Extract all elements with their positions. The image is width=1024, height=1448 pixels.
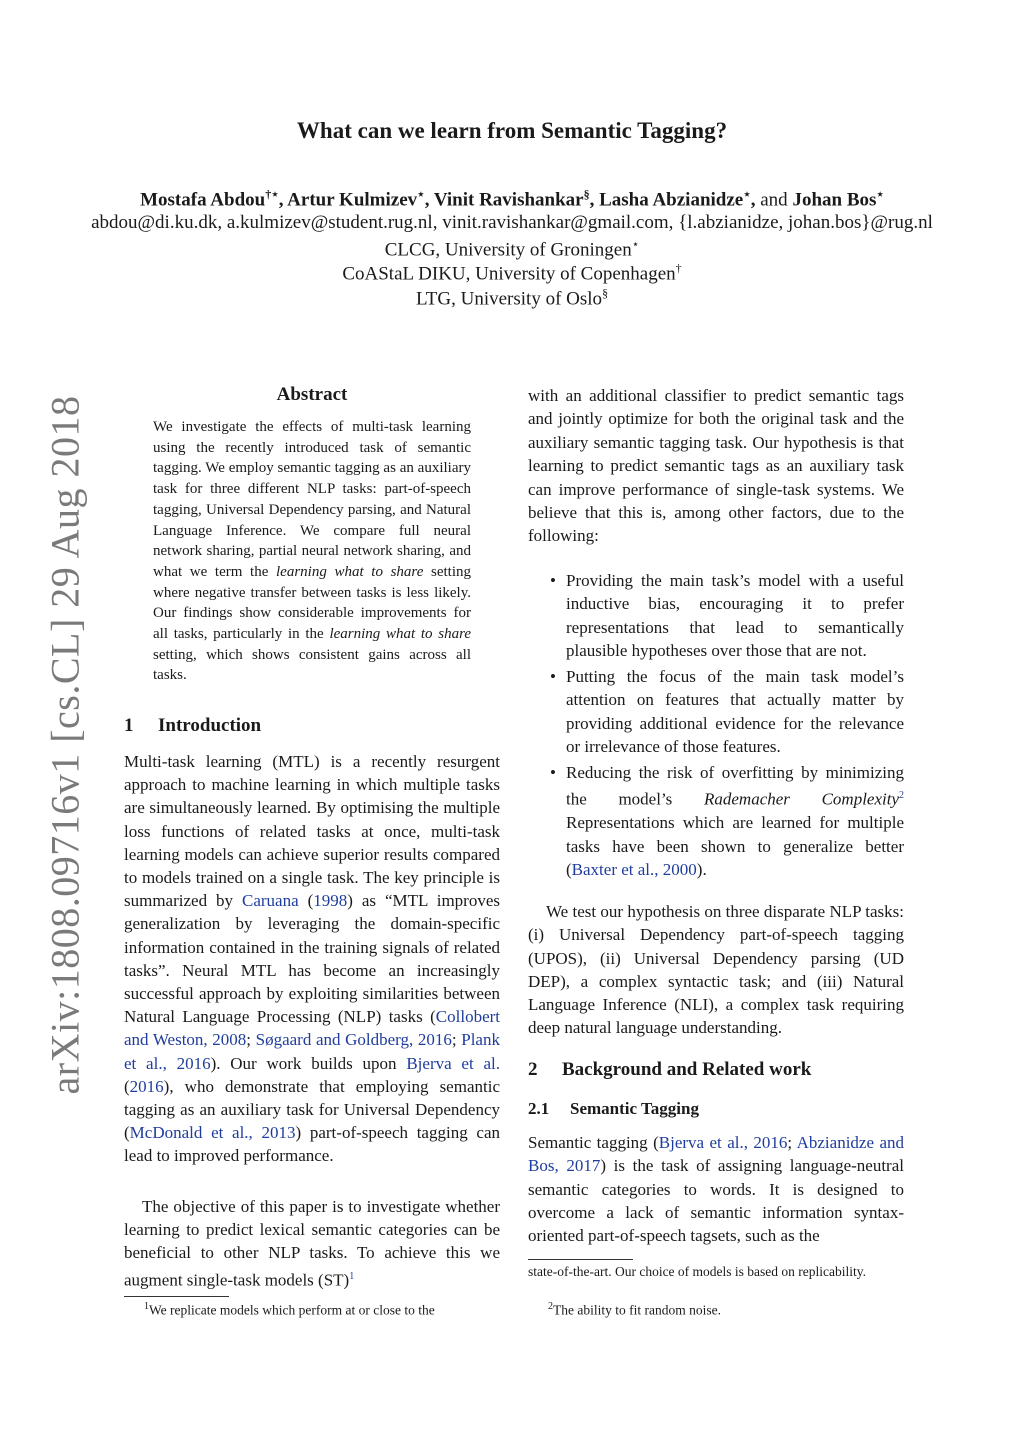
author-name: Artur Kulmizev: [287, 189, 418, 211]
intro-paragraph-3: with an additional classifier to predict semantic tags and jointly optimize for both the original task and the auxiliary semantic tagging task. Our hypothesis is that learning to predict semantic tags as an auxiliary task can improve performance of single-task systems. We believe that this is, among other factors, due to the following:: [528, 386, 904, 546]
affiliation-mark: ⋆: [417, 187, 425, 201]
citation-link[interactable]: Bjerva et al.: [406, 1053, 500, 1073]
footnote-marker[interactable]: 2: [899, 790, 905, 802]
affiliation-groningen: CLCG, University of Groningen⋆: [384, 237, 640, 261]
citation-link[interactable]: 1998: [313, 891, 348, 911]
citation-link[interactable]: Caruana: [242, 891, 299, 911]
citation-link[interactable]: Collobert and Weston, 2008: [124, 1007, 500, 1050]
list-item: • Putting the focus of the main task model’s attention on features that actually matter by providing additional evidence for the relevance or irrelevance of those features.: [550, 667, 904, 756]
subsection-heading-semantic-tagging: 2.1 Semantic Tagging: [528, 1099, 699, 1118]
footnote-2: $^2$The ability to fit random noise.: [548, 1301, 721, 1318]
intro-paragraph-1: Multi-task learning (MTL) is a recently resurgent approach to machine learning in which multiple tasks are simultaneously learned. By optimising the multiple loss functions of related tasks at once, multi-task learning models can achieve superior results compared to models trained on a single task. The key principle is summarized by Caruana (1998) as “MTL improves generalization by leveraging the domain-specific information contained in the training signals of related tasks”. Neural MTL has become an increasingly successful approach by exploiting similarities between Natural Language Processing (NLP) tasks (Collobert and Weston, 2008; Søgaard and Goldberg, 2016; Plank et al., 2016). Our work builds upon Bjerva et al. (2016), who demonstrate that employing semantic tagging as an auxiliary task for Universal Dependency (McDonald et al., 2013) part-of-speech tagging can lead to improved performance.: [124, 752, 501, 1166]
intro-paragraph-4: We test our hypothesis on three disparate NLP tasks: (i) Universal Dependency part-of-speech tagging (UPOS), (ii) Universal Dependency parsing (UD DEP), a complex syntactic task; and (iii) Natural Language Inference (NLI), a complex task requiring deep natural language understanding.: [528, 902, 904, 1038]
citation-link[interactable]: Baxter et al., 2000: [571, 859, 697, 879]
semantic-tagging-paragraph: Semantic tagging (Bjerva et al., 2016; Abzianidze and Bos, 2017) is the task of assigning language-neutral semantic categories to words. It is designed to overcome a lack of semantic information syntax-oriented part-of-speech tagsets, such as the: [528, 1133, 904, 1246]
hypothesis-bullet-list: [528, 569, 904, 662]
list-item: • Providing the main task’s model with a useful inductive bias, encouraging it to prefer representations that lead to semantically plausible hypotheses over those that are not.: [550, 571, 904, 660]
citation-link[interactable]: McDonald et al., 2013: [129, 1123, 296, 1143]
citation-link[interactable]: Søgaard and Goldberg, 2016: [255, 1030, 452, 1050]
abstract-heading: Abstract: [276, 384, 348, 405]
author-name: Johan Bos: [792, 189, 877, 211]
intro-paragraph-2: The objective of this paper is to investigate whether learning to predict lexical semantic categories can be beneficial to other NLP tasks. To achieve this we augment single-task models (ST)$^1$: [124, 1197, 500, 1290]
hypothesis-bullet-list: [528, 761, 904, 881]
citation-link[interactable]: Abzianidze and Bos, 2017: [528, 1133, 904, 1176]
footnote-divider: [124, 1296, 229, 1297]
abstract-body: We investigate the effects of multi-task learning using the recently introduced task of semantic tagging. We employ semantic tagging as an auxiliary task for three different NLP tasks: part-of-speech tagging, Universal Dependency parsing, and Natural Language Inference. We compare full neural network sharing, partial neural network sharing, and what we term the learning what to share setting where negative transfer between tasks is less likely. Our findings show considerable improvements for all tasks, particularly in the learning what to share setting, which shows consistent gains across all tasks.: [153, 419, 472, 684]
author-conjunction: and: [760, 189, 788, 211]
paper-title: What can we learn from Semantic Tagging?: [296, 118, 728, 143]
section-heading-background: 2 Background and Related work: [528, 1059, 812, 1080]
citation-link[interactable]: Plank et al., 2016: [124, 1030, 500, 1073]
list-item: • Reducing the risk of overfitting by minimizing the model’s Rademacher Complexity$^2$ Representations which are learned for multiple tasks have been shown to generalize better (Baxter et al., 2000).: [550, 763, 905, 879]
author-emails: abdou@di.ku.dk, a.kulmizev@student.rug.nl, vinit.ravishankar@gmail.com, {l.abzianidze, johan.bos}@rug.nl: [91, 212, 933, 233]
footnote-1: $^1$We replicate models which perform at or close to the: [144, 1301, 435, 1318]
affiliation-mark: ⋆: [743, 187, 751, 201]
footnote-1-continuation: state-of-the-art. Our choice of models is based on replicability.: [528, 1264, 867, 1279]
citation-link[interactable]: Bjerva et al., 2016: [658, 1133, 788, 1152]
affiliation-copenhagen: CoAStaL DIKU, University of Copenhagen†: [342, 261, 682, 285]
arxiv-identifier-stamp: arXiv:1808.09716v1 [cs.CL] 29 Aug 2018: [42, 395, 88, 1095]
affiliation-oslo: LTG, University of Oslo§: [415, 286, 609, 310]
citation-link[interactable]: 2016: [129, 1076, 164, 1096]
hypothesis-bullet-list: [528, 665, 904, 758]
affiliation-mark: †⋆: [265, 187, 279, 201]
affiliation-mark: §: [583, 187, 590, 201]
author-list: Mostafa Abdou†⋆, Artur Kulmizev⋆, Vinit Ravishankar§, Lasha Abzianidze⋆, and Johan Bos⋆: [140, 187, 884, 211]
section-heading-introduction: 1 Introduction: [124, 715, 262, 736]
footnote-divider: [528, 1259, 633, 1260]
author-name: Mostafa Abdou: [140, 189, 266, 211]
author-name: Vinit Ravishankar: [433, 189, 584, 211]
author-name: Lasha Abzianidze: [599, 189, 744, 211]
footnote-marker[interactable]: 1: [349, 1270, 355, 1282]
affiliation-mark: ⋆: [876, 187, 884, 201]
